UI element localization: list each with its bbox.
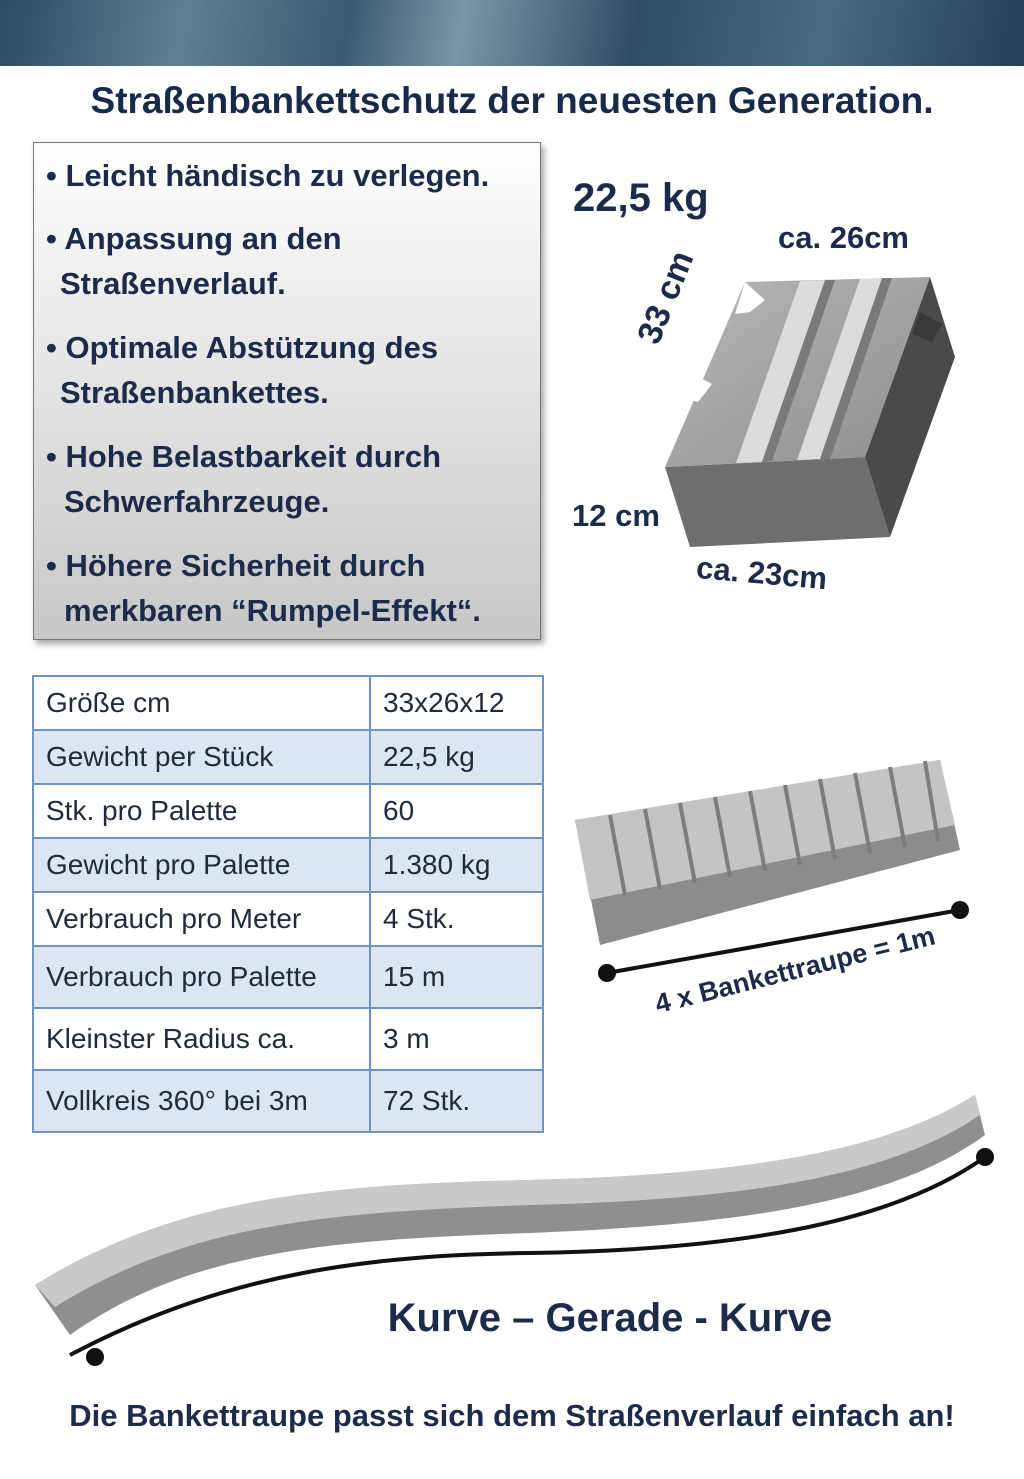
table-row <box>33 838 543 892</box>
block-length-label: 33 cm <box>630 245 702 350</box>
table-row <box>33 1008 543 1070</box>
features-box <box>33 142 541 640</box>
feature-item <box>46 325 536 415</box>
block-width-label: ca. 26cm <box>778 220 909 255</box>
spec-label: Größe cm <box>33 676 370 730</box>
spec-value: 22,5 kg <box>370 730 543 784</box>
spec-value: 15 m <box>370 946 543 1008</box>
feature-text-continued: Straßenbankettes. <box>60 375 329 410</box>
feature-item <box>46 216 536 306</box>
spec-value: 72 Stk. <box>370 1070 543 1132</box>
feature-text: • Höhere Sicherheit durch <box>46 548 426 583</box>
table-row <box>33 676 543 730</box>
spec-label: Verbrauch pro Meter <box>33 892 370 946</box>
feature-item <box>46 153 536 198</box>
feature-item <box>46 434 536 524</box>
spec-value: 3 m <box>370 1008 543 1070</box>
spec-value: 60 <box>370 784 543 838</box>
feature-text-continued: Straßenverlauf. <box>60 266 286 301</box>
feature-item <box>46 543 536 633</box>
spec-label: Vollkreis 360° bei 3m <box>33 1070 370 1132</box>
feature-text-continued: merkbaren “Rumpel-Effekt“. <box>64 593 481 628</box>
feature-text-continued: Schwerfahrzeuge. <box>64 484 330 519</box>
spec-value: 4 Stk. <box>370 892 543 946</box>
spec-label: Kleinster Radius ca. <box>33 1008 370 1070</box>
table-row <box>33 892 543 946</box>
block-weight-label: 22,5 kg <box>573 176 709 220</box>
feature-text: • Leicht händisch zu verlegen. <box>46 158 490 193</box>
spec-value: 1.380 kg <box>370 838 543 892</box>
feature-text: • Hohe Belastbarkeit durch <box>46 439 442 474</box>
table-row <box>33 730 543 784</box>
spec-label: Gewicht pro Palette <box>33 838 370 892</box>
header-banner <box>0 0 1024 66</box>
table-row <box>33 784 543 838</box>
table-row <box>33 946 543 1008</box>
curve-caption: Kurve – Gerade - Kurve <box>387 1296 833 1340</box>
spec-label: Stk. pro Palette <box>33 784 370 838</box>
spec-label: Verbrauch pro Palette <box>33 946 370 1008</box>
spec-value: 33x26x12 <box>370 676 543 730</box>
row-caption: 4 x Bankettraupe = 1m <box>652 920 939 1020</box>
spec-label: Gewicht per Stück <box>33 730 370 784</box>
feature-text: • Anpassung an den <box>46 221 342 256</box>
block-illustration <box>650 272 970 562</box>
footer-caption: Die Bankettraupe passt sich dem Straßenverlauf einfach an! <box>69 1398 955 1433</box>
block-depth-label: ca. 23cm <box>694 550 829 597</box>
page-title: Straßenbankettschutz der neuesten Generation. <box>90 80 934 121</box>
spec-table <box>32 675 544 1133</box>
feature-text: • Optimale Abstützung des <box>46 330 439 365</box>
block-height-label: 12 cm <box>572 498 660 533</box>
